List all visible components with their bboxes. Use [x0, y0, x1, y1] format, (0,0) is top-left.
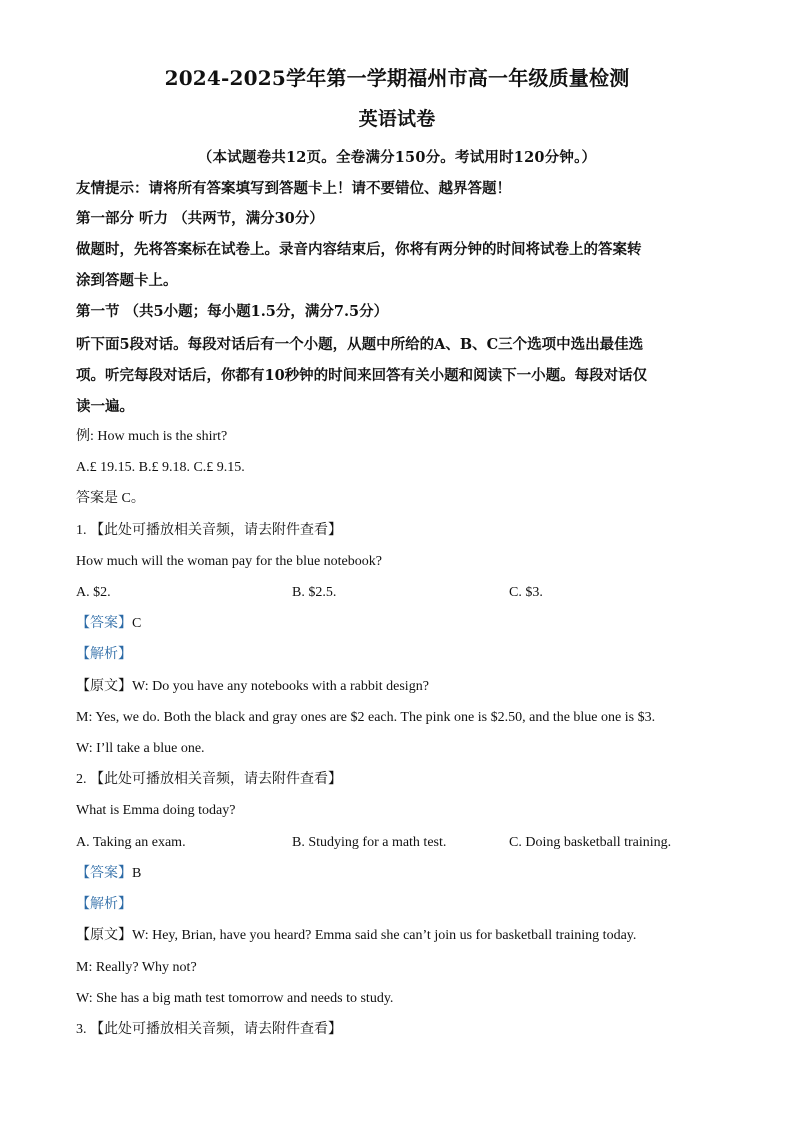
transcript-text: W: Hey, Brian, have you heard? Emma said she can’t join us for basketball training today. [132, 928, 637, 943]
exam-note: （本试题卷共12页。全卷满分150分。考试用时120分钟。） [197, 149, 597, 166]
question-1-header [76, 521, 736, 541]
part1-desc-line2: 涂到答题卡上。 [76, 272, 178, 289]
question-number: 3. [76, 1022, 87, 1037]
question-2-transcript-line2: M: Really? Why not? [76, 960, 197, 975]
section1-heading: 第一节 （共5小题；每小题1.5分，满分7.5分） [76, 303, 389, 320]
transcript-label: 【原文】 [76, 679, 132, 694]
question-2-header [76, 770, 736, 790]
answer-label: 【答案】 [76, 866, 132, 881]
transcript-text: W: Do you have any notebooks with a rabbit design? [132, 679, 429, 694]
audio-note: 【此处可播放相关音频，请去附件查看】 [90, 523, 342, 538]
question-number: 2. [76, 772, 87, 787]
friendly-tip: 友情提示：请将所有答案填写到答题卡上！请不要错位、越界答题！ [76, 180, 511, 197]
transcript-label: 【原文】 [76, 928, 132, 943]
question-2-text: What is Emma doing today? [76, 803, 236, 818]
question-2-transcript-line3: W: She has a big math test tomorrow and needs to study. [76, 991, 394, 1006]
question-3-header [76, 1020, 736, 1040]
question-2-option-c: C. Doing basketball training. [509, 835, 672, 850]
audio-note: 【此处可播放相关音频，请去附件查看】 [90, 772, 342, 787]
question-1-transcript-line3: W: I’ll take a blue one. [76, 741, 205, 756]
part1-desc-line1: 做题时，先将答案标在试卷上。录音内容结束后，你将有两分钟的时间将试卷上的答案转 [76, 241, 642, 258]
question-1-text: How much will the woman pay for the blue notebook? [76, 554, 382, 569]
example-answer: 答案是 C。 [76, 491, 145, 506]
section1-desc-line1: 听下面5段对话。每段对话后有一个小题，从题中所给的A、B、C三个选项中选出最佳选 [76, 336, 644, 353]
question-2-option-a: A. Taking an exam. [76, 835, 186, 850]
section1-desc-line2: 项。听完每段对话后，你都有10秒钟的时间来回答有关小题和阅读下一小题。每段对话仅 [76, 367, 648, 384]
question-1-transcript-line2: M: Yes, we do. Both the black and gray ones are $2 each. The pink one is $2.50, and the blue one is $3. [76, 710, 656, 725]
question-1-answer [76, 614, 736, 634]
question-2-analysis-label: 【解析】 [76, 897, 132, 912]
answer-value: B [132, 866, 142, 881]
question-1-option-c: C. $3. [509, 585, 543, 600]
question-2-answer [76, 864, 736, 884]
example-question: 例: How much is the shirt? [76, 429, 228, 444]
question-1-option-a: A. $2. [76, 585, 111, 600]
question-1-transcript-line1 [76, 677, 736, 697]
answer-value: C [132, 616, 142, 631]
question-1-option-b: B. $2.5. [292, 585, 337, 600]
exam-title: 2024-2025学年第一学期福州市高一年级质量检测 [164, 66, 630, 90]
answer-label: 【答案】 [76, 616, 132, 631]
section1-desc-line3: 读一遍。 [76, 398, 134, 415]
question-2-transcript-line1 [76, 926, 736, 946]
audio-note: 【此处可播放相关音频，请去附件查看】 [90, 1022, 342, 1037]
question-number: 1. [76, 523, 87, 538]
question-2-option-b: B. Studying for a math test. [292, 835, 447, 850]
exam-subtitle: 英语试卷 [358, 108, 436, 130]
question-1-analysis-label: 【解析】 [76, 647, 132, 662]
example-options: A.£ 19.15. B.£ 9.18. C.£ 9.15. [76, 460, 245, 475]
part1-heading: 第一部分 听力 （共两节，满分30分） [76, 210, 324, 227]
